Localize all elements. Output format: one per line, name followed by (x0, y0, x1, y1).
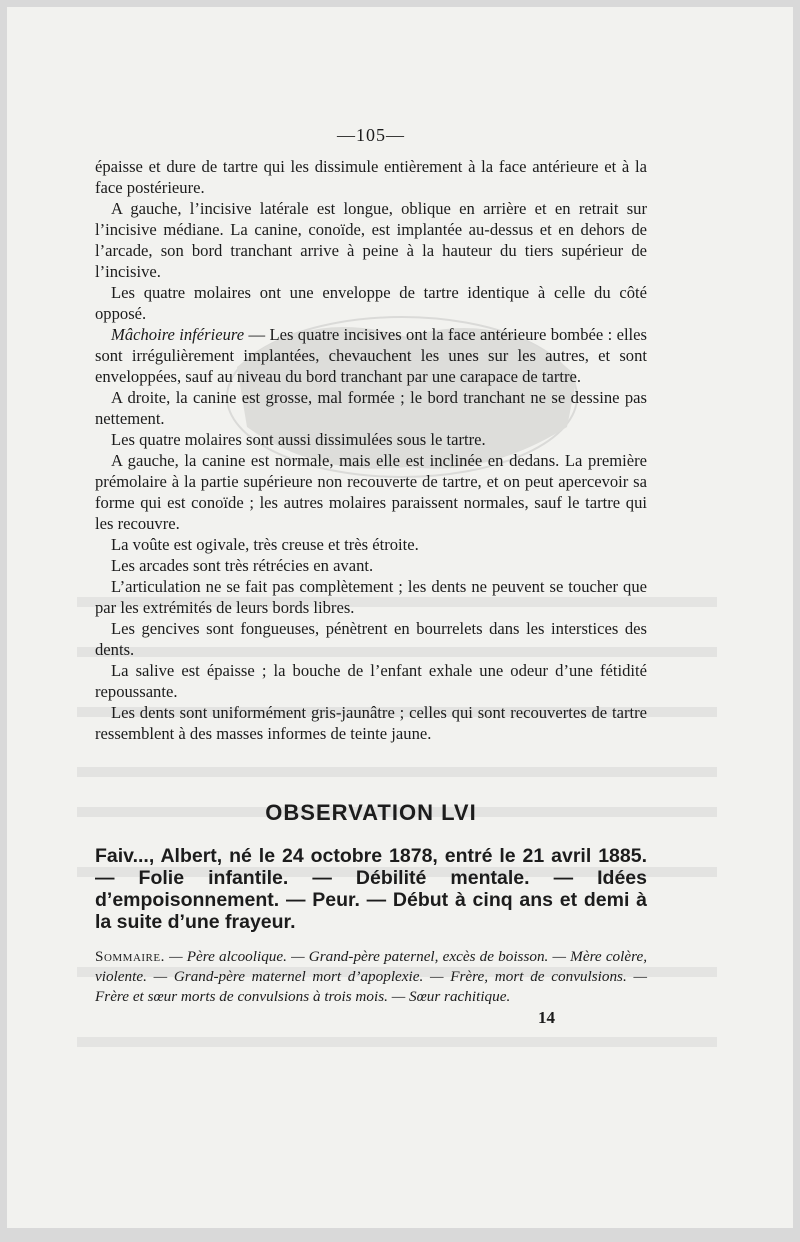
paragraph: Les arcades sont très rétrécies en avant. (111, 556, 374, 575)
lower-jaw-text: — Les quatre incisives ont la face antérieure bombée : elles sont irrégulièrement implantées, chevauchent les unes sur les autres, et sont enveloppées, sauf au niveau du bord tranchant par une carapace de tartre. (95, 325, 647, 386)
paragraph: Les quatre molaires sont aussi dissimulées sous le tartre. (111, 430, 486, 449)
paragraph: L’articulation ne se fait pas complètement ; les dents ne peuvent se toucher que par les extrémités de leurs bords libres. (95, 577, 647, 617)
paragraph: A droite, la canine est grosse, mal formée ; le bord tranchant ne se dessine pas nettement. (95, 388, 647, 428)
summary (95, 947, 647, 1007)
paragraph: épaisse et dure de tartre qui les dissimule entièrement à la face antérieure et à la face postérieure. (95, 157, 647, 197)
lower-jaw-paragraph (95, 324, 647, 387)
page-number: —105— (337, 125, 405, 145)
summary-text: — Père alcoolique. — Grand-père paternel, excès de boisson. — Mère colère, violente. — Grand-père maternel mort d’apoplexie. — Frère, mort de convulsions. — Frère et sœur morts de convulsions à trois mois. — Sœur rachitique. (95, 948, 647, 1005)
paragraph: A gauche, la canine est normale, mais elle est inclinée en dedans. La première prémolaire à la partie supérieure non recouverte de tartre, et on peut apercevoir sa forme qui est conoïde ; les autres molaires paraissent normales, sauf le tartre qui les recouvre. (95, 451, 647, 533)
paragraph: Les quatre molaires ont une enveloppe de tartre identique à celle du côté opposé. (95, 283, 647, 323)
page-body (95, 125, 647, 1028)
summary-lead: Sommaire. (95, 948, 165, 965)
paragraph: La salive est épaisse ; la bouche de l’enfant exhale une odeur d’une fétidité repoussante. (95, 661, 647, 701)
observation-title: OBSERVATION LVI (265, 800, 477, 825)
observation-heading: Faiv..., Albert, né le 24 octobre 1878, entré le 21 avril 1885. — Folie infantile. — Débilité mentale. — Idées d’empoisonnement. — Peur. — Début à cinq ans et demi à la suite d’une frayeur. (95, 845, 647, 933)
paragraph: La voûte est ogivale, très creuse et très étroite. (111, 535, 419, 554)
paragraph: Les dents sont uniformément gris-jaunâtre ; celles qui sont recouvertes de tartre ressemblent à des masses informes de teinte jaune. (95, 703, 647, 743)
book-page (7, 7, 793, 1228)
paragraph: A gauche, l’incisive latérale est longue, oblique en arrière et en retrait sur l’incisive médiane. La canine, conoïde, est implantée au-dessus et en dehors de l’arcade, son bord tranchant arrive à peine à la hauteur du tiers supérieur de l’incisive. (95, 199, 647, 281)
signature-mark: 14 (538, 1008, 555, 1027)
lower-jaw-label: Mâchoire inférieure (111, 325, 245, 344)
paragraph: Les gencives sont fongueuses, pénètrent en bourrelets dans les interstices des dents. (95, 619, 647, 659)
